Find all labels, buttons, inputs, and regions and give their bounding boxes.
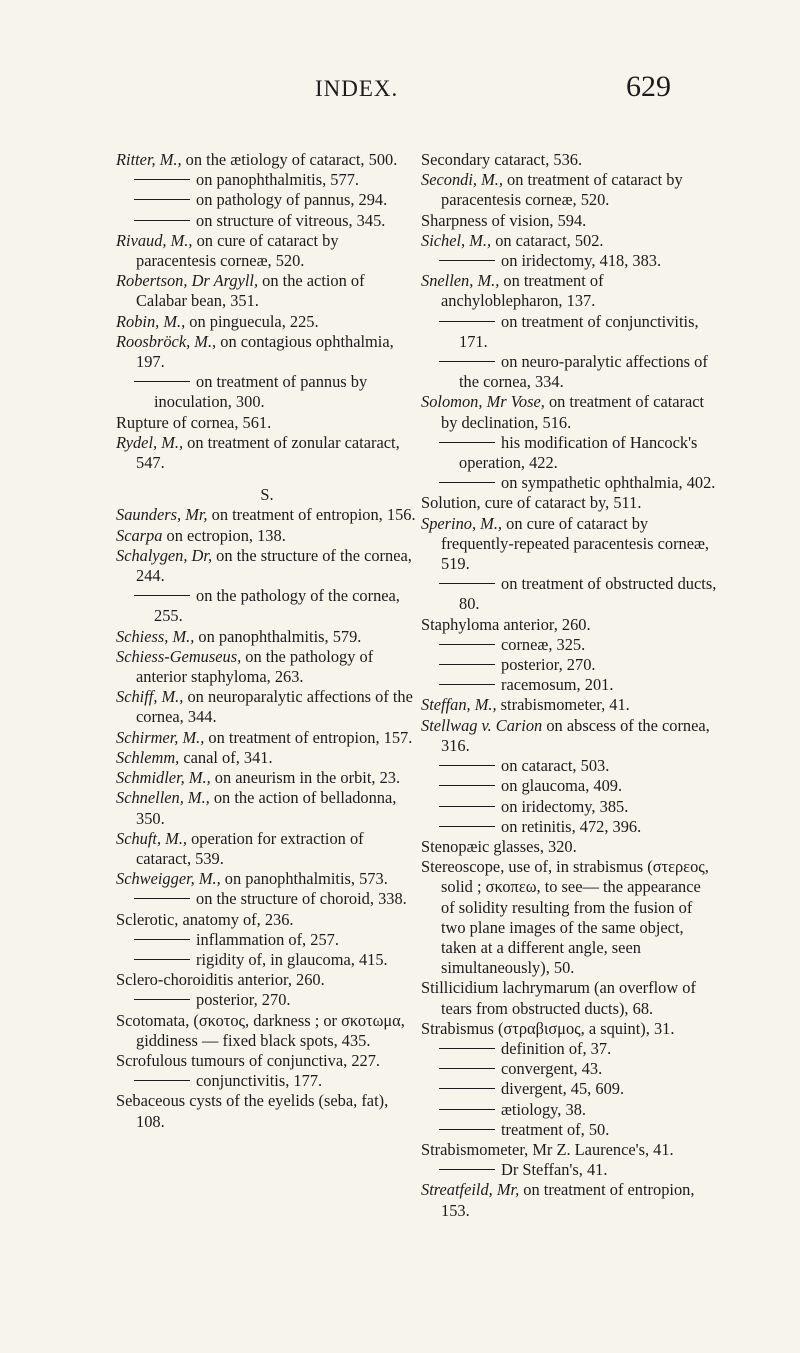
entry-text: strabismometer, 41.: [496, 695, 630, 715]
subentry-text: treatment of, 50.: [501, 1119, 610, 1139]
entry-author: Schiess, M.,: [116, 626, 195, 646]
subentry-text: on the pathology of the cornea, 255.: [154, 586, 400, 626]
entry-author: Snellen, M.,: [421, 271, 500, 291]
index-column-right: [421, 150, 717, 1221]
entry-text: on abscess of the cornea, 316.: [441, 715, 710, 755]
index-subentry: [421, 1079, 717, 1099]
subentry-text: posterior, 270.: [501, 655, 596, 675]
subentry-text: on iridectomy, 418, 383.: [501, 251, 662, 271]
index-entry: [116, 768, 418, 788]
entry-text: on ectropion, 138.: [162, 525, 286, 545]
ditto-dash: [439, 482, 495, 483]
entry-author: Schiess-Gemuseus,: [116, 646, 242, 666]
ditto-dash: [134, 939, 190, 940]
index-entry: [116, 829, 418, 869]
index-column-left: [116, 150, 418, 1132]
ditto-dash: [439, 1129, 495, 1130]
entry-text: Sharpness of vision, 594.: [421, 210, 587, 230]
subentry-text: corneæ, 325.: [501, 634, 586, 654]
index-entry: [116, 231, 418, 271]
index-subentry: [421, 1059, 717, 1079]
index-entry: [116, 728, 418, 748]
entry-author: Streatfeild, Mr,: [421, 1180, 520, 1200]
index-entry: [116, 332, 418, 372]
entry-text: on cure of cataract by frequently-repeated paracentesis corneæ, 519.: [441, 513, 710, 574]
subentry-text: inflammation of, 257.: [196, 929, 339, 949]
index-entry: [116, 1051, 418, 1071]
entry-author: Steffan, M.,: [421, 695, 497, 715]
entry-author: Saunders, Mr,: [116, 505, 208, 525]
ditto-dash: [439, 321, 495, 322]
index-entry: [421, 1019, 717, 1039]
ditto-dash: [439, 442, 495, 443]
entry-text: Scrofulous tumours of conjunctiva, 227.: [116, 1050, 381, 1070]
subentry-text: convergent, 43.: [501, 1059, 603, 1079]
entry-text: Stenopæic glasses, 320.: [421, 836, 577, 856]
index-subentry: [116, 930, 418, 950]
ditto-dash: [134, 959, 190, 960]
ditto-dash: [439, 644, 495, 645]
entry-text: on neuroparalytic affections of the cornea, 344.: [136, 687, 413, 727]
subentry-text: on treatment of obstructed ducts, 80.: [459, 574, 717, 614]
index-subentry: [116, 990, 418, 1010]
ditto-dash: [439, 260, 495, 261]
entry-author: Rydel, M.,: [116, 432, 184, 452]
entry-author: Sichel, M.,: [421, 230, 492, 250]
entry-author: Schirmer, M.,: [116, 727, 205, 747]
entry-text: on the action of belladonna, 350.: [136, 788, 397, 828]
subentry-text: his modification of Hancock's operation, 422.: [459, 432, 698, 473]
index-subentry: [421, 473, 717, 493]
ditto-dash: [439, 583, 495, 584]
index-entry: [421, 392, 717, 432]
entry-text: canal of, 341.: [179, 747, 273, 767]
ditto-dash: [439, 361, 495, 362]
subentry-text: on treatment of pannus by inoculation, 300.: [154, 372, 368, 412]
ditto-dash: [134, 1080, 190, 1081]
subentry-text: on the structure of choroid, 338.: [196, 889, 407, 909]
ditto-dash: [439, 806, 495, 807]
entry-text: on treatment of entropion, 153.: [441, 1180, 695, 1220]
entry-author: Schweigger, M.,: [116, 869, 221, 889]
subentry-text: Dr Steffan's, 41.: [501, 1160, 608, 1180]
page-number: 629: [626, 70, 671, 103]
subentry-text: on panophthalmitis, 577.: [196, 170, 359, 190]
index-entry: [116, 687, 418, 727]
entry-text: on the action of Calabar bean, 351.: [136, 271, 365, 311]
index-entry: [421, 493, 717, 513]
index-subentry: [421, 251, 717, 271]
index-entry: [421, 615, 717, 635]
entry-author: Schiff, M.,: [116, 687, 184, 707]
index-entry: [116, 413, 418, 433]
index-entry: [116, 910, 418, 930]
subentry-text: on retinitis, 472, 396.: [501, 816, 642, 836]
subentry-text: on sympathetic ophthalmia, 402.: [501, 473, 716, 493]
ditto-dash: [439, 1169, 495, 1170]
running-head: [0, 66, 800, 106]
index-subentry: [421, 1120, 717, 1140]
entry-text: Secondary cataract, 536.: [421, 150, 583, 169]
entry-author: Schmidler, M.,: [116, 768, 211, 788]
index-subentry: [116, 372, 418, 412]
ditto-dash: [134, 898, 190, 899]
index-subentry: [421, 655, 717, 675]
entry-text: Sclero-choroiditis anterior, 260.: [116, 970, 325, 990]
entry-text: Stereoscope, use of, in strabismus (στερεος, solid ; σκοπεω, to see— the appearance of solidity resulting from the fusion of two plane images of the same object, taken at a different angle, seen simultaneously), 50.: [421, 857, 709, 978]
entry-text: Sebaceous cysts of the eyelids (seba, fat), 108.: [116, 1091, 389, 1131]
entry-text: on treatment of cataract by paracentesis corneæ, 520.: [441, 170, 683, 210]
entry-author: Roosbröck, M.,: [116, 331, 217, 351]
subentry-text: on neuro-paralytic affections of the cornea, 334.: [459, 352, 708, 392]
index-subentry: [421, 1160, 717, 1180]
entry-text: on the pathology of anterior staphyloma, 263.: [136, 646, 374, 687]
index-entry: [116, 627, 418, 647]
ditto-dash: [134, 595, 190, 596]
ditto-dash: [134, 999, 190, 1000]
ditto-dash: [439, 826, 495, 827]
entry-text: Strabismus (στραβισμος, a squint), 31.: [421, 1018, 675, 1038]
subentry-text: on pathology of pannus, 294.: [196, 190, 388, 210]
index-subentry: [116, 211, 418, 231]
index-subentry: [421, 574, 717, 614]
subentry-text: conjunctivitis, 177.: [196, 1071, 323, 1091]
entry-text: on treatment of zonular cataract, 547.: [136, 432, 400, 473]
entry-text: on aneurism in the orbit, 23.: [210, 768, 401, 788]
entry-text: Scotomata, (σκοτος, darkness ; or σκοτωμα, giddiness — fixed black spots, 435.: [116, 1010, 405, 1050]
entry-text: on the ætiology of cataract, 500.: [181, 150, 398, 169]
index-entry: [421, 837, 717, 857]
index-subentry: [421, 817, 717, 837]
subentry-text: on glaucoma, 409.: [501, 776, 623, 796]
entry-text: Sclerotic, anatomy of, 236.: [116, 909, 294, 929]
index-subentry: [421, 352, 717, 392]
entry-author: Schnellen, M.,: [116, 788, 210, 808]
ditto-dash: [439, 1048, 495, 1049]
entry-text: operation for extraction of cataract, 539.: [136, 828, 364, 868]
index-subentry: [421, 675, 717, 695]
entry-author: Schalygen, Dr,: [116, 545, 213, 565]
index-entry: [116, 788, 418, 828]
index-entry: [421, 1140, 717, 1160]
entry-text: on panophthalmitis, 573.: [220, 869, 388, 889]
entry-text: Stillicidium lachrymarum (an overflow of tears from obstructed ducts), 68.: [421, 978, 696, 1018]
index-subentry: [116, 889, 418, 909]
index-subentry: [421, 756, 717, 776]
subentry-text: divergent, 45, 609.: [501, 1079, 625, 1099]
entry-author: Secondi, M.,: [421, 170, 503, 190]
ditto-dash: [439, 684, 495, 685]
ditto-dash: [134, 381, 190, 382]
entry-text: Strabismometer, Mr Z. Laurence's, 41.: [421, 1139, 674, 1159]
index-entry: [116, 150, 418, 170]
index-entry: [116, 271, 418, 311]
entry-text: Staphyloma anterior, 260.: [421, 614, 591, 634]
index-subentry: [421, 797, 717, 817]
index-subentry: [116, 170, 418, 190]
index-subentry: [421, 776, 717, 796]
entry-author: Rivaud, M.,: [116, 230, 193, 250]
entry-author: Stellwag v. Carion: [421, 715, 543, 735]
index-entry: [421, 150, 717, 170]
index-subentry: [116, 190, 418, 210]
subentry-text: racemosum, 201.: [501, 675, 614, 695]
entry-text: on treatment of entropion, 157.: [204, 727, 413, 747]
ditto-dash: [439, 1088, 495, 1089]
index-entry: [421, 978, 717, 1018]
running-title: INDEX.: [315, 76, 399, 101]
index-entry: [116, 869, 418, 889]
entry-text: Rupture of cornea, 561.: [116, 412, 272, 432]
ditto-dash: [134, 179, 190, 180]
index-entry: [116, 748, 418, 768]
ditto-dash: [439, 1109, 495, 1110]
entry-author: Ritter, M.,: [116, 150, 182, 169]
entry-text: on treatment of anchyloblepharon, 137.: [441, 271, 604, 311]
index-subentry: [116, 950, 418, 970]
index-entry: [116, 312, 418, 332]
index-entry: [116, 505, 418, 525]
entry-author: Scarpa: [116, 525, 163, 545]
entry-author: Schlemm,: [116, 747, 180, 767]
entry-text: on treatment of cataract by declination, 516.: [441, 392, 705, 432]
entry-author: Sperino, M.,: [421, 513, 503, 533]
entry-text: on treatment of entropion, 156.: [207, 505, 416, 525]
index-entry: [421, 716, 717, 756]
subentry-text: on treatment of conjunctivitis, 171.: [459, 311, 699, 351]
index-subentry: [421, 1039, 717, 1059]
subentry-text: on cataract, 503.: [501, 756, 610, 776]
entry-text: on the structure of the cornea, 244.: [136, 545, 412, 586]
ditto-dash: [134, 199, 190, 200]
index-entry: [116, 970, 418, 990]
index-entry: [421, 211, 717, 231]
entry-author: Schuft, M.,: [116, 828, 188, 848]
entry-text: on pinguecula, 225.: [185, 311, 319, 331]
index-entry: [421, 1180, 717, 1220]
entry-author: Solomon, Mr Vose,: [421, 392, 545, 412]
index-subentry: [421, 433, 717, 473]
entry-text: on cataract, 502.: [491, 230, 604, 250]
index-entry: [421, 514, 717, 575]
index-entry: [116, 546, 418, 586]
section-letter: S.: [260, 485, 274, 505]
ditto-dash: [439, 765, 495, 766]
entry-text: on contagious ophthalmia, 197.: [136, 331, 394, 372]
subentry-text: on iridectomy, 385.: [501, 796, 629, 816]
subentry-text: rigidity of, in glaucoma, 415.: [196, 949, 388, 969]
index-subentry: [421, 1100, 717, 1120]
subentry-text: posterior, 270.: [196, 990, 291, 1010]
entry-text: on cure of cataract by paracentesis corneæ, 520.: [136, 230, 339, 271]
index-entry: [421, 170, 717, 210]
entry-text: on panophthalmitis, 579.: [194, 626, 362, 646]
ditto-dash: [439, 785, 495, 786]
index-entry: [421, 231, 717, 251]
subentry-text: definition of, 37.: [501, 1038, 612, 1058]
index-entry: [116, 433, 418, 473]
subentry-text: ætiology, 38.: [501, 1099, 586, 1119]
ditto-dash: [439, 1068, 495, 1069]
index-subentry: [116, 586, 418, 626]
index-subentry: [421, 635, 717, 655]
index-entry: [421, 695, 717, 715]
index-subentry: [421, 312, 717, 352]
entry-author: Robertson, Dr Argyll,: [116, 271, 259, 291]
index-entry: [116, 647, 418, 687]
subentry-text: on structure of vitreous, 345.: [196, 210, 386, 230]
index-entry: [421, 857, 717, 978]
index-entry: [116, 526, 418, 546]
ditto-dash: [134, 220, 190, 221]
index-entry: [421, 271, 717, 311]
index-entry: [116, 1011, 418, 1051]
entry-text: Solution, cure of cataract by, 511.: [421, 493, 642, 513]
ditto-dash: [439, 664, 495, 665]
index-entry: [116, 1091, 418, 1131]
entry-author: Robin, M.,: [116, 311, 186, 331]
index-subentry: [116, 1071, 418, 1091]
